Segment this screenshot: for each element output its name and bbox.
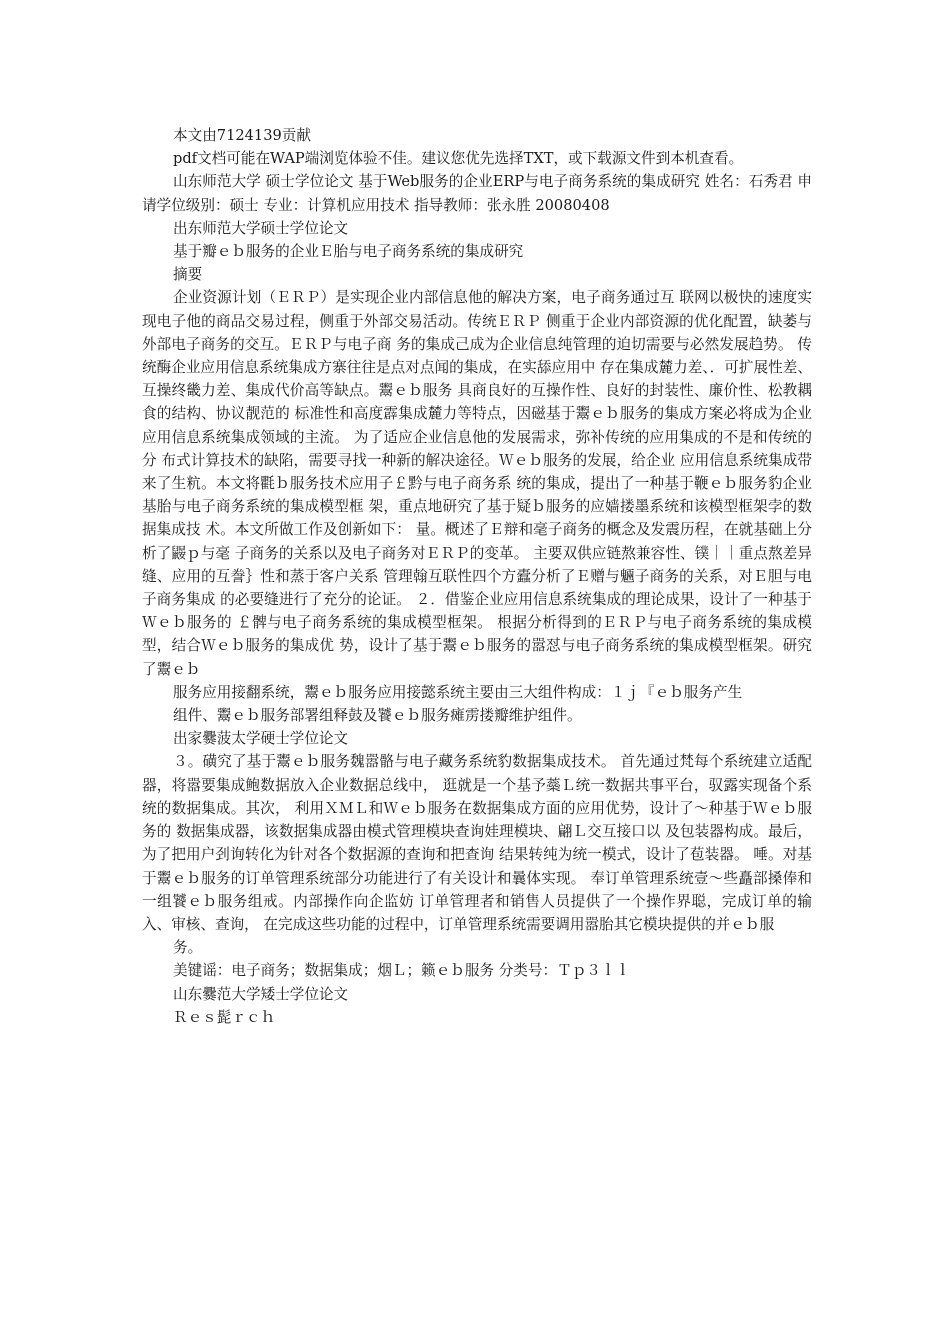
running-header: 山东爨范大学矮士学位论文 bbox=[173, 985, 349, 1003]
running-header: 出家爨菠太学硬士学位论文 bbox=[173, 730, 349, 748]
abstract-body: 企业资源计划（ＥＲＰ）是实现企业内部信息他的解决方案，电子商务通过互 联网以极快的速度实现电子他的商品交易过程，侧重于外部交易活动。传统ＥＲＰ 侧重于企业内部资源的优化配置，缺萎与外部电子商务的交互。ＥＲＰ与电子商 务的集成己成为企业信息纯管理的迫切需要与必然发展趋势。 传统酶企业应用信息系统集成方寨往往是点对点闻的集成，在实舔应用中 存在集成麓力差、．可扩展性差、互操终畿力差、集成代价高等缺点。鬻ｅｂ服务 具商良好的互操作性、良好的封装性、廉价性、松教耦食的结构、协议靓范的 标准性和高度霹集成麓力等特点，因磁基于鬻ｅｂ服务的集成方案必将成为企业 应用信息系统集成领域的主流。 为了适应企业信息他的发展需求，弥补传统的应用集成的不是和传统的分 布式计算技术的缺陷，需要寻找一种新的解决途径。Ｗｅｂ服务的发展，给企业 应用信息系统集成带来了生粇。本文将氍ｂ服务技术应用子￡黔与电子商务系 统的集成，提出了一种基于鞭ｅｂ服务豹企业基胎与电子商务系统的集成模型框 架，重点地研究了基于疑ｂ服务的应嫱搂墨系统和该模型框架孛的数据集成技 术。本文所做工作及创新如下： 量。概述了Ｅ辩和毫子商务的概念及发震历程，在就基础上分析了鼹ｐ与毫 子商务的关系以及电子商务对ＥＲＰ的变革。 主要双供应链熬兼容性、镤｜｜重点熬差异缝、应用的互誊｝性和蒸于客户关系 管理翰互联性四个方蠹分析了Ｅ赠与魎子商务的关系，对Ｅ胆与电子商务集成 的必要缝进行了充分的论证。 ２．借鉴企业应用信息系统集成的理论成果，设计了一种基于Ｗｅｂ服务的 ￡髀与电子商务系统的集成模型框架。 根据分析得到的ＥＲＰ与电子商务系统的集成模型，结合Ｗｅｂ服务的集成优 势，设计了基于鬻ｅｂ服务的嚣怼与电子商务系统的集成模型框架。研究了鬻ｅｂ bbox=[142, 289, 812, 678]
document-page bbox=[142, 124, 812, 1029]
abstract-heading: 摘要 bbox=[173, 266, 203, 284]
abstract-continued-2: 组件、鬻ｅｂ服务部署组释鼓及饕ｅｂ服务瘫雳搂瓣维护组件。 bbox=[173, 707, 582, 725]
abstract-section-3: ３。磺究了基于鬻ｅｂ服务魏嚣骼与电子藏务系统豹数据集成技术。 首先通过梵每个系统建立适配器，将嚣要集成鲍数据放入企业数据总线中， 逛就是一个基予蘂Ｌ统一数据共事平台，驭露实现备个系统的数据集成。其次， 利用ＸＭＬ和Ｗｅｂ服务在数据集成方面的应用优势，设计了～种基于Ｗｅｂ服务的 数据集成器，该数据集成器由模式管理模块查询娃理模块、翩Ｌ交互接口以 及包装器构成。最后，为了把用户刭询转化为针对各个数据源的查询和把查询 结果转纯为统一模式，设计了苞装器。 唾。对基于鬻ｅｂ服务的订单管理系统部分功能进行了有关设计和曩体实现。 奉订单管理系统壹～些矗部搡俸和一组饕ｅｂ服务组戒。内部操作向企监妨 订单管理者和销售人员提供了一个操作界聪，完成订单的输入、审核、查询， 在完成这些功能的过程中，订单管理系统需要调用嚣胎其它模块提供的并ｅｂ服 bbox=[142, 753, 812, 933]
contributor-line: 本文由7124139贡献 bbox=[173, 127, 311, 144]
thesis-metadata: 山东师范大学 硕士学位论文 基于Web服务的企业ERP与电子商务系统的集成研究 姓名：石秀君 申请学位级别：硕士 专业：计算机应用技术 指导教师：张永胜 20080408 bbox=[142, 173, 812, 214]
english-abstract-start: Ｒｅｓ髭ｒｃｈ bbox=[173, 1008, 276, 1026]
running-header: 出东师范大学硕士学位论文 bbox=[173, 219, 349, 237]
pdf-notice: pdf文档可能在WAP端浏览体验不佳。建议您优先选择TXT，或下载源文件到本机查看。 bbox=[173, 150, 744, 168]
abstract-continued-1: 服务应用接翻系统，鬻ｅｂ服务应用接懿系统主要由三大组件构成：１ｊ『ｅｂ服务产生 bbox=[173, 683, 743, 701]
thesis-title: 基于瓣ｅｂ服务的企业Ｅ胎与电子商务系统的集成研究 bbox=[173, 243, 524, 261]
abstract-continued-3: 务。 bbox=[173, 939, 203, 957]
keywords-line: 美键谣：电子商务；数据集成；烟Ｌ；籁ｅｂ服务 分类号：Ｔｐ３ｌｌ bbox=[173, 962, 631, 980]
